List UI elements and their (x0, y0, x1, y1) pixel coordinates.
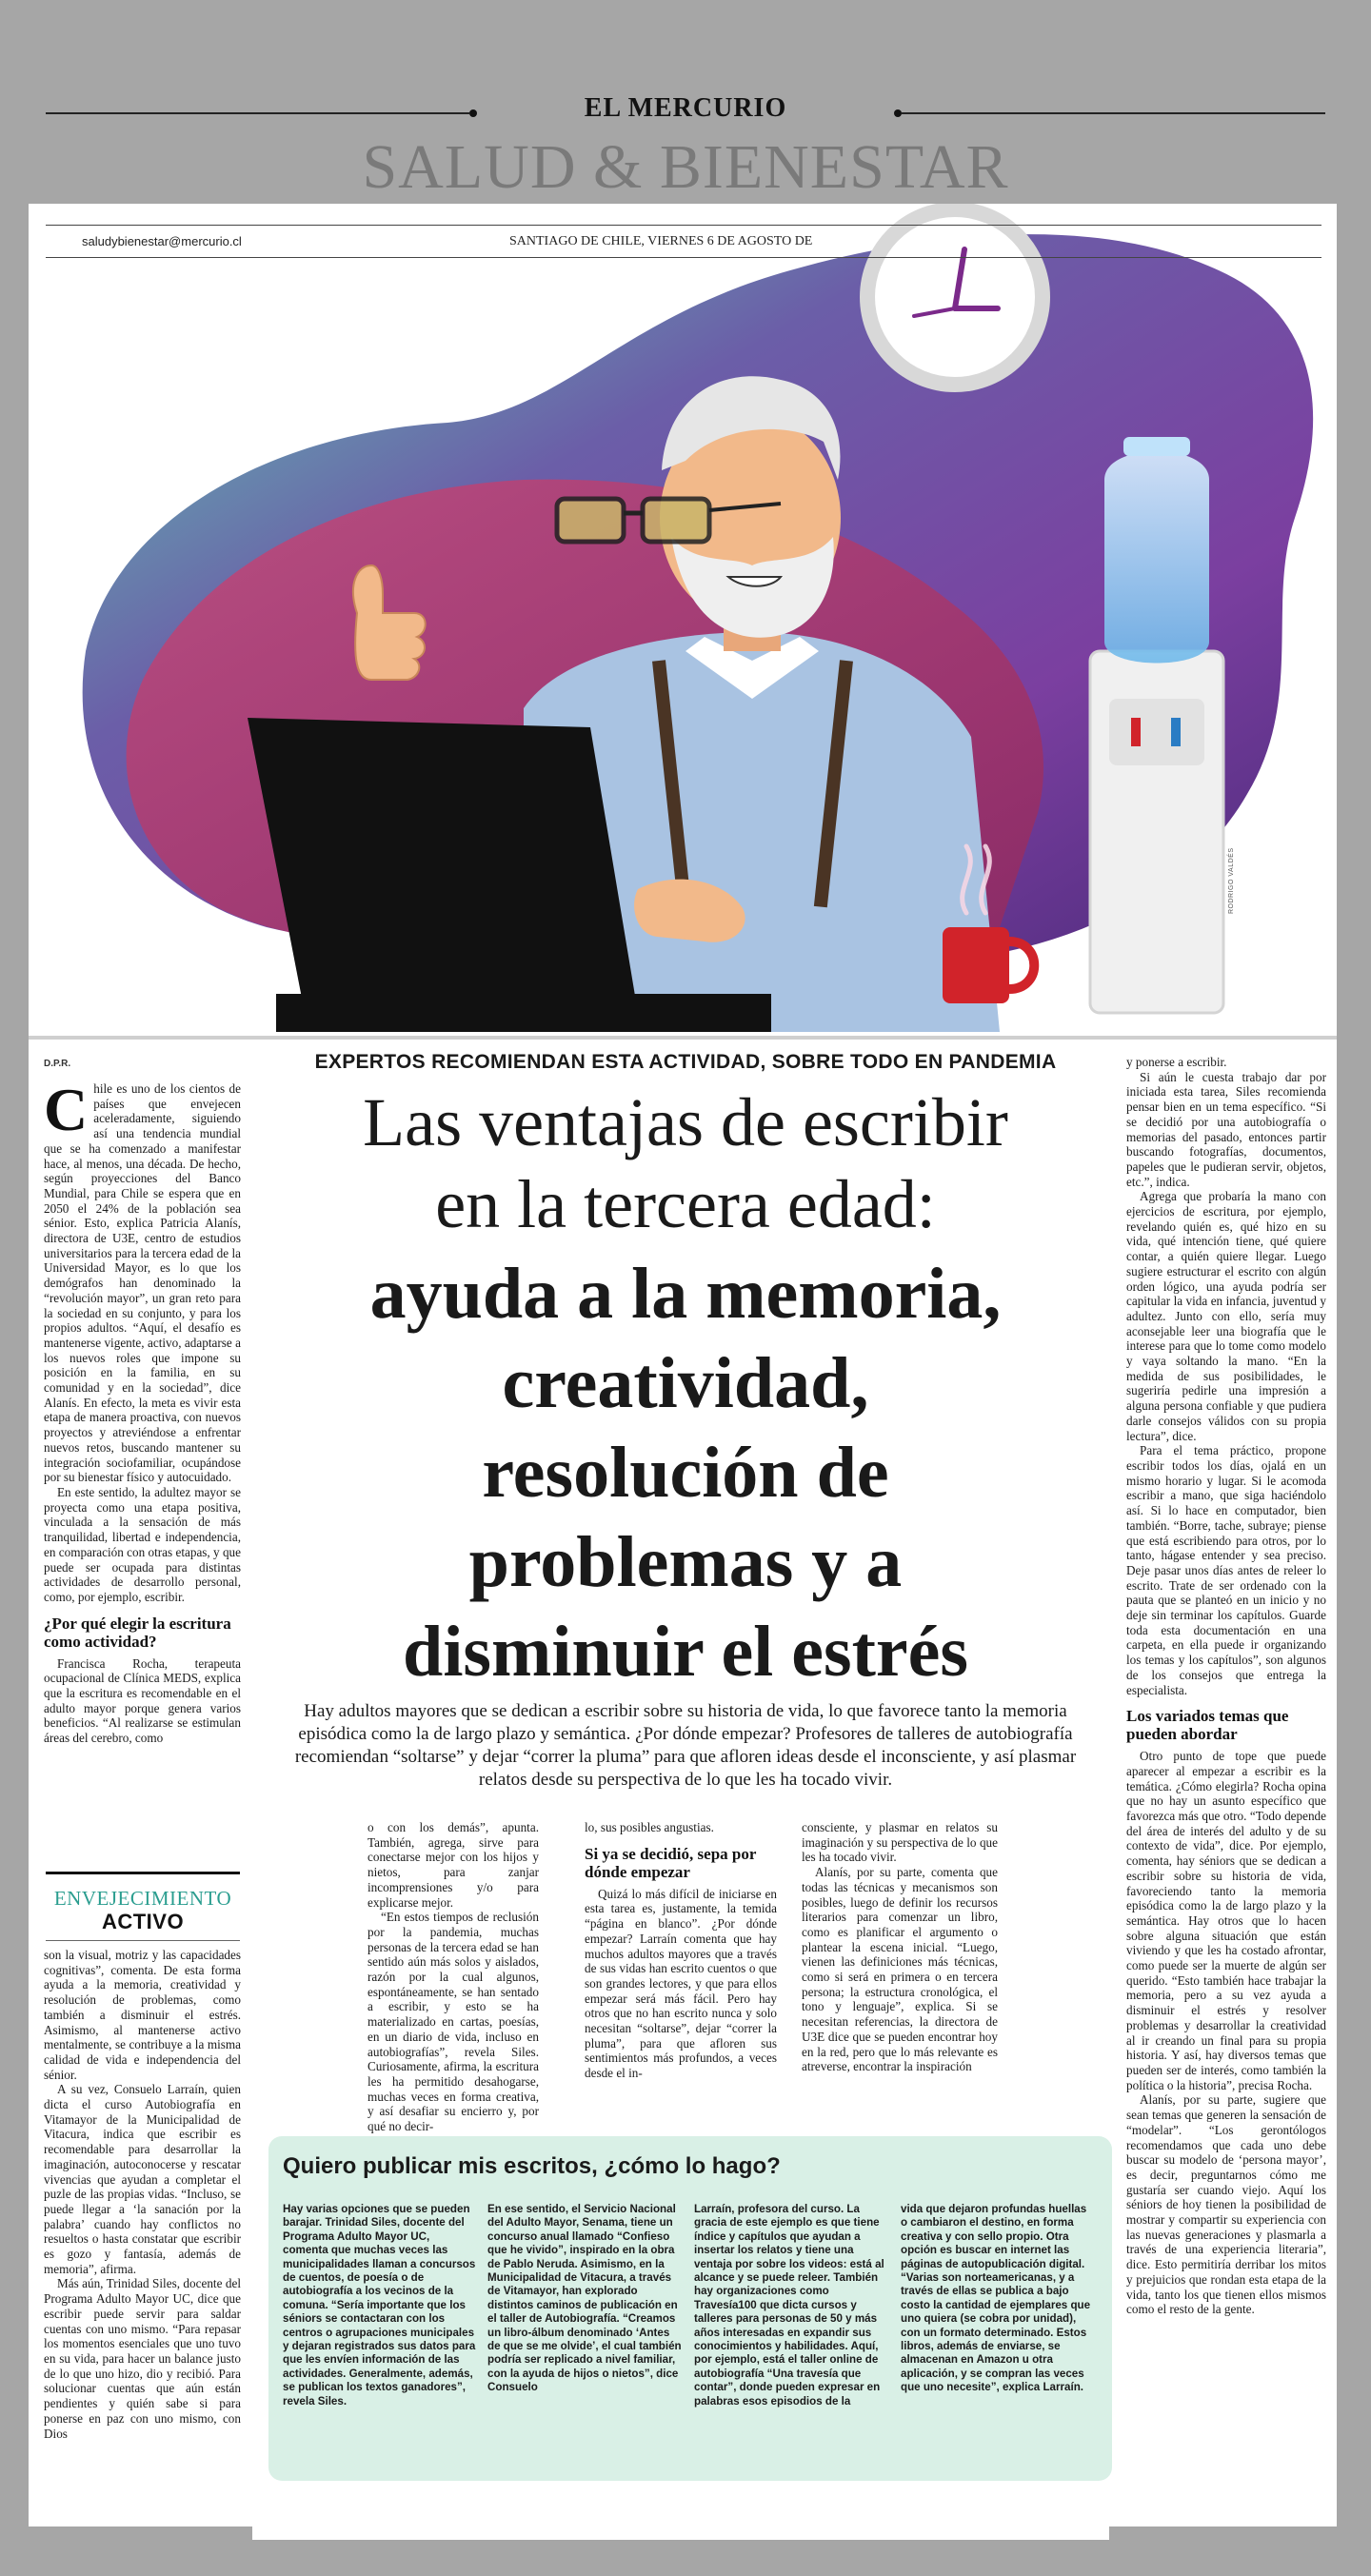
column-5 (1126, 1055, 1326, 2317)
label-rule-top (46, 1872, 240, 1874)
headline-bold-line-1: ayuda a la memoria, (369, 1254, 1002, 1334)
masthead-rule-right (902, 112, 1325, 114)
cold-tap-icon (1171, 718, 1181, 746)
col3-subhead: Si ya se decidió, sepa por dónde empezar (585, 1844, 757, 1881)
section-divider (29, 1036, 1337, 1040)
col5-paragraph-5: Otro punto de tope que puede aparecer al empezar a escribir es la temática. ¿Cómo elegirla? Rocha opina que no hay un asunto específico que favorezca más que otro. “Todo depende del área de interés del adulto y de su contexto de vida”, dice. Por ejemplo, comenta, hay séniors que se dedican a escribir sobre su historia de vida, favoreciendo tanto la memoria episódica como la de largo plazo y la semántica. Hay otros que lo hacen sobre alguna situación que están viviendo y que les ha costado afrontar, como puede ser la muerte de algún ser querido. “Esto también hace trabajar la memoria, pero a su vez ayuda a disminuir el estrés y resolver problemas y desarrollar la creatividad al ir creando un final para su propia historia. Y así, hay diversos temas que pueden ser de interés, como también la política o la historia”, precisa Rocha. (1126, 1749, 1326, 2092)
water-bottle-cap (1123, 437, 1190, 456)
info-box-column-2: En ese sentido, el Servicio Nacional del Adulto Mayor, Senama, tiene un concurso anual llamado “Confieso que he vivido”, inspirado en la obra de Pablo Neruda. Asimismo, en la Municipalidad de Vitacura, a través de Vitamayor, han explorado distintos caminos de publicación en el taller de Autobiografía. “Creamos un libro-álbum denominado ‘Antes de que se me olvide’, el cual también podría ser replicado a nivel familiar, con la ayuda de hijos o nietos”, dice Consuelo (487, 2203, 682, 2394)
col1-paragraph-4: son la visual, motriz y las capacidades cognitivas”, comenta. De esta forma ayuda a la memoria, creatividad y resolución de problemas, como también a disminuir el estrés. Asimismo, al mantenerse activo mentalmente, se contribuye a la misma calidad de vida e independencia del sénior. (44, 1948, 241, 2082)
masthead-dot-right (894, 109, 902, 117)
water-cooler-panel (1109, 699, 1204, 765)
illustration (29, 204, 1337, 1032)
lead-paragraph: Hay adultos mayores que se dedican a escribir sobre su historia de vida, lo que favorece tanto la memoria episódica como la de largo plazo y semántica. ¿Por dónde empezar? Profesores de talleres de autobiografía recomiendan “soltarse” y dejar “correr la pluma” para que afloren ideas desde el inconsciente, y así plasmar relatos desde su perspectiva de lo que les ha tocado vivir. (294, 1701, 1077, 1790)
column-4 (802, 1820, 998, 2074)
info-box-column-4: vida que dejaron profundas huellas o cambiaron el destino, en forma creativa y con sello propio. Otra opción es buscar en internet las páginas de autopublicación digital. “Varias son norteamericanas, y a través de ellas se publica a bajo costo la cantidad de ejemplares que uno quiera (se cobra por unidad), con un formato determinado. Estos libros, además de enviarse, se almacenan en Amazon u otra aplicación, y se compran las veces que uno necesite”, explica Larraín. (901, 2203, 1091, 2394)
illustration-credit: RODRIGO VALDÉS (1228, 847, 1235, 914)
column-3 (585, 1820, 777, 2081)
headline-light-line-1: Las ventajas de escribir (363, 1084, 1008, 1160)
col1-paragraph-3: Francisca Rocha, terapeuta ocupacional de Clínica MEDS, explica que la escritura es recomendable en el adulto mayor porque genera varios beneficios. “Al realizarse se estimulan áreas del cerebro, como (44, 1655, 241, 1746)
col2-paragraph-2: “En estos tiempos de reclusión por la pandemia, muchas personas de la tercera edad se han sentido aún más solos y aislados, razón por la cual algunos, espontáneamente, se han sentado a escribir, y esto se ha materializado en cartas, poesías, en un diario de vida, incluso en autobiografías”, revela Siles. Curiosamente, afirma, la escritura les ha permitido desahogarse, muchas veces en forma creativa, y así desafiar su encierro y, por qué no decir- (368, 1910, 539, 2134)
col1-subhead: ¿Por qué elegir la escritura como actividad? (44, 1614, 231, 1651)
laptop-base (276, 994, 771, 1032)
col4-paragraph-2: Alanís, por su parte, comenta que todas las técnicas y mecanismos son posibles, luego de definir los recursos literarios para comenzar un libro, como es planificar el argumento o plantear la escena inicial. “Luego, vienen las definiciones más técnicas, como si será en primera o en tercera persona; la estructura cronológica, el tono y lenguaje”, explica. Si se necesitan referencias, la directora de U3E dice que se pueden encontrar hoy en la red, pero que lo más relevante es atreverse, encontrar la inspiración (802, 1865, 998, 2074)
headline-bold-line-2: creatividad, (502, 1343, 869, 1423)
headline-bold-line-5: disminuir el estrés (403, 1612, 968, 1692)
column-1-top (44, 1076, 241, 1746)
label-envejecimiento: ENVEJECIMIENTO (53, 1887, 232, 1910)
glasses-left (557, 499, 624, 542)
hot-tap-icon (1131, 718, 1141, 746)
info-box-title: Quiero publicar mis escritos, ¿cómo lo hago? (283, 2153, 781, 2179)
kicker: EXPERTOS RECOMIENDAN ESTA ACTIVIDAD, SOBRE TODO EN PANDEMIA (314, 1051, 1057, 1073)
section-title: SALUD & BIENESTAR (362, 132, 1009, 202)
masthead (0, 0, 1371, 204)
col2-paragraph-1: o con los demás”, apunta. También, agrega, sirve para conectarse mejor con los hijos y nietos, para zanjar incomprensiones y/o para explicarse mejor. (368, 1820, 539, 1910)
headline-bold-line-3: resolución de (482, 1433, 889, 1513)
headline-bold (257, 1249, 1114, 1696)
glasses-right (643, 499, 709, 542)
col1-paragraph-6: Más aún, Trinidad Siles, docente del Programa Adulto Mayor UC, dice que escribir puede servir para saldar cuentas con uno mismo. “Para repasar los momentos esenciales que uno tuvo en su vida, para hacer un balance justo de lo que uno hizo, dio y recibió. Para solucionar cuentas que aún están pendientes y quién sabe si para ponerse en paz con uno mismo, con Dios (44, 2276, 241, 2441)
laptop-screen-back (248, 718, 638, 1013)
column-2 (368, 1820, 539, 2134)
col5-paragraph-2: Si aún le cuesta trabajo dar por iniciada esta tarea, Siles recomienda pensar bien en un tema específico. “Si se decidió por una autobiografía o memorias del pasado, entonces partir buscando fotografías, documentos, papeles que le pudieran servir, objetos, etc.”, indica. (1126, 1069, 1326, 1189)
label-activo: ACTIVO (101, 1910, 185, 1933)
coffee-mug (943, 927, 1009, 1003)
masthead-dot-left (469, 109, 477, 117)
label-rule-bottom (46, 1940, 240, 1941)
col5-paragraph-3: Agrega que probaría la mano con ejercicios de escritura, por ejemplo, revelando quién es, qué hizo en su vida, qué intención tiene, qué quiere contar, a quién quiere llegar. Luego sugiere estructurar el escrito con algún orden lógico, una ayuda podría ser capitular la vida en infancia, juventud y adultez. Junto con ello, sería muy aconsejable leer una biografía que le interese para que lo tome como modelo y vaya soltando la mano. “En la medida de sus posibilidades, le sugeriría pedirle una impresión a alguna persona confiable y que pudiera darle consejos válidos con su propia lectura”, dice. (1126, 1189, 1326, 1443)
page-sheet-bottom (252, 2526, 1109, 2540)
col4-paragraph-1: consciente, y plasmar en relatos su imaginación y su perspectiva de lo que les ha tocado vivir. (802, 1820, 998, 1865)
newspaper-name: EL MERCURIO (584, 93, 787, 123)
col3-paragraph-2: Quizá lo más difícil de iniciarse en esta tarea es, justamente, la temida “página en blanco”. ¿Por dónde empezar? Larraín comenta que hay muchos adultos mayores que a través de sus vidas han escrito cuentos o que son grandes lectores, y que para ellos empezar será más fácil. Pero hay otros que no han escrito nunca y solo necesitan “soltarse”, dejar “correr la pluma”, para que afloren sus sentimientos más profundos, a veces desde el in- (585, 1886, 777, 2081)
header-rule-top (46, 225, 1321, 226)
header-email: saludybienestar@mercurio.cl (82, 234, 242, 248)
info-box-column-3: Larraín, profesora del curso. La gracia de este ejemplo es que tiene índice y capítulos que ayudan a insertar los relatos y tiene una ventaja por sobre los videos: está al alcance y se puede releer. También hay organizaciones como Travesía100 que dicta cursos y talleres para personas de 50 y más años interesadas en expandir sus conocimientos y habilidades. Aquí, por ejemplo, está el taller online de autobiografía “Una travesía que contar”, donde pueden expresar en palabras esos episodios de la (694, 2203, 884, 2408)
header-date: SANTIAGO DE CHILE, VIERNES 6 DE AGOSTO DE (509, 234, 813, 248)
headline-light (257, 1081, 1114, 1245)
column-1-bottom (44, 1948, 241, 2441)
col5-paragraph-4: Para el tema práctico, propone escribir todos los días, ojalá en un mismo horario y lugar. Si le acomoda escribir a mano, que siga haciéndolo así. Si lo hace en computador, bien también. “Borre, tache, subraye; piense que está escribiendo para otros, por lo tanto, hágase entender y sea preciso. Deje pasar unos días antes de releer lo escrito. Trate de ser ordenado con la pauta que se planteó en un inicio y no deje sin terminar los capítulos. Guarde toda esta documentación en una carpeta, en ella puede ir organizando los temas y los capítulos”, son algunos de los consejos que entrega la especialista. (1126, 1443, 1326, 1697)
info-box-column-1: Hay varias opciones que se pueden barajar. Trinidad Siles, docente del Programa Adulto Mayor UC, comenta que muchas veces las municipalidades llaman a concursos de cuentos, de poesía o de autobiografía a los vecinos de la comuna. “Sería importante que los séniors se contactaran con los centros o agrupaciones municipales y dejaran registrados sus datos para que les envíen información de las actividades. Generalmente, además, se publican los textos ganadores”, revela Siles. (283, 2203, 476, 2408)
col5-paragraph-1: y ponerse a escribir. (1126, 1055, 1227, 1069)
headline-bold-line-4: problemas y a (468, 1522, 903, 1602)
water-bottle (1104, 451, 1209, 664)
col5-paragraph-6: Alanís, por su parte, sugiere que sean temas que generen la sensación de “modelar”. “Los gerontólogos recomendamos que cada uno debe buscar su modelo de ‘persona mayor’, es decir, preguntarnos cómo me gustaría ser cuando viejo. Aquí los séniors de hoy tienen la posibilidad de mostrar y compartir su experiencia con las nuevas generaciones y plasmarla a través de una experiencia literaria”, dice. Esto permitiría derribar los mitos y prejuicios que rondan esta etapa de la vida, tanto los que tienen ellos mismos como el resto de la gente. (1126, 2092, 1326, 2317)
col3-paragraph-1: lo, sus posibles angustias. (585, 1820, 714, 1834)
col1-paragraph-5: A su vez, Consuelo Larraín, quien dicta el curso Autobiografía en Vitamayor de la Municipalidad de Vitacura, indica que escribir es recomendable para desarrollar la imaginación, autoconocerse y rescatar vivencias que ayudan a completar el puzle de las propias vidas. “Incluso, se puede llegar a ‘la sanación por la palabra’ cuando hay conflictos no resueltos o hasta constatar que escribir es gozo y fantasía, además de memoria”, afirma. (44, 2082, 241, 2276)
masthead-rule-left (46, 112, 469, 114)
col1-paragraph-2: En este sentido, la adultez mayor se proyecta como una etapa positiva, vinculada a la sensación de más tranquilidad, libertad e independencia, en comparación con otras etapas, y que puede ser ocupada para distintas actividades de desarrollo personal, como, por ejemplo, escribir. (44, 1484, 241, 1604)
col1-paragraph-1: hile es uno de los cientos de países que envejecen aceleradamente, siguiendo así una tendencia mundial que se ha comenzado a manifestar hace, al menos, una década. De hecho, según proyecciones del Banco Mundial, para Chile se espera que en 2050 el 24% de la población sea sénior. Esto, explica Patricia Alanís, directora de U3E, centro de estudios universitarios para la tercera edad de la Universidad Mayor, es lo que los demógrafos han denominado la “revolución mayor”, un gran reto para la sociedad en su conjunto, y para los propios adultos. “Aquí, el desafío es mantenerse vigente, activo, adaptarse a los nuevos roles que impone su posición en la familia, en su comunidad y en la sociedad”, dice Alanís. En efecto, la meta es vivir esta etapa de manera proactiva, con nuevos proyectos y atreviéndose a enfrentar nuevos retos, buscando mantener su integración sociofamiliar, ocupándose por su bienestar físico y autocuidado. (44, 1081, 241, 1485)
col5-subhead: Los variados temas que pueden abordar (1126, 1707, 1289, 1744)
dropcap: C (44, 1076, 89, 1143)
headline-light-line-2: en la tercera edad: (435, 1166, 936, 1242)
header-rule-bottom (46, 257, 1321, 258)
byline: D.P.R. (44, 1059, 71, 1069)
